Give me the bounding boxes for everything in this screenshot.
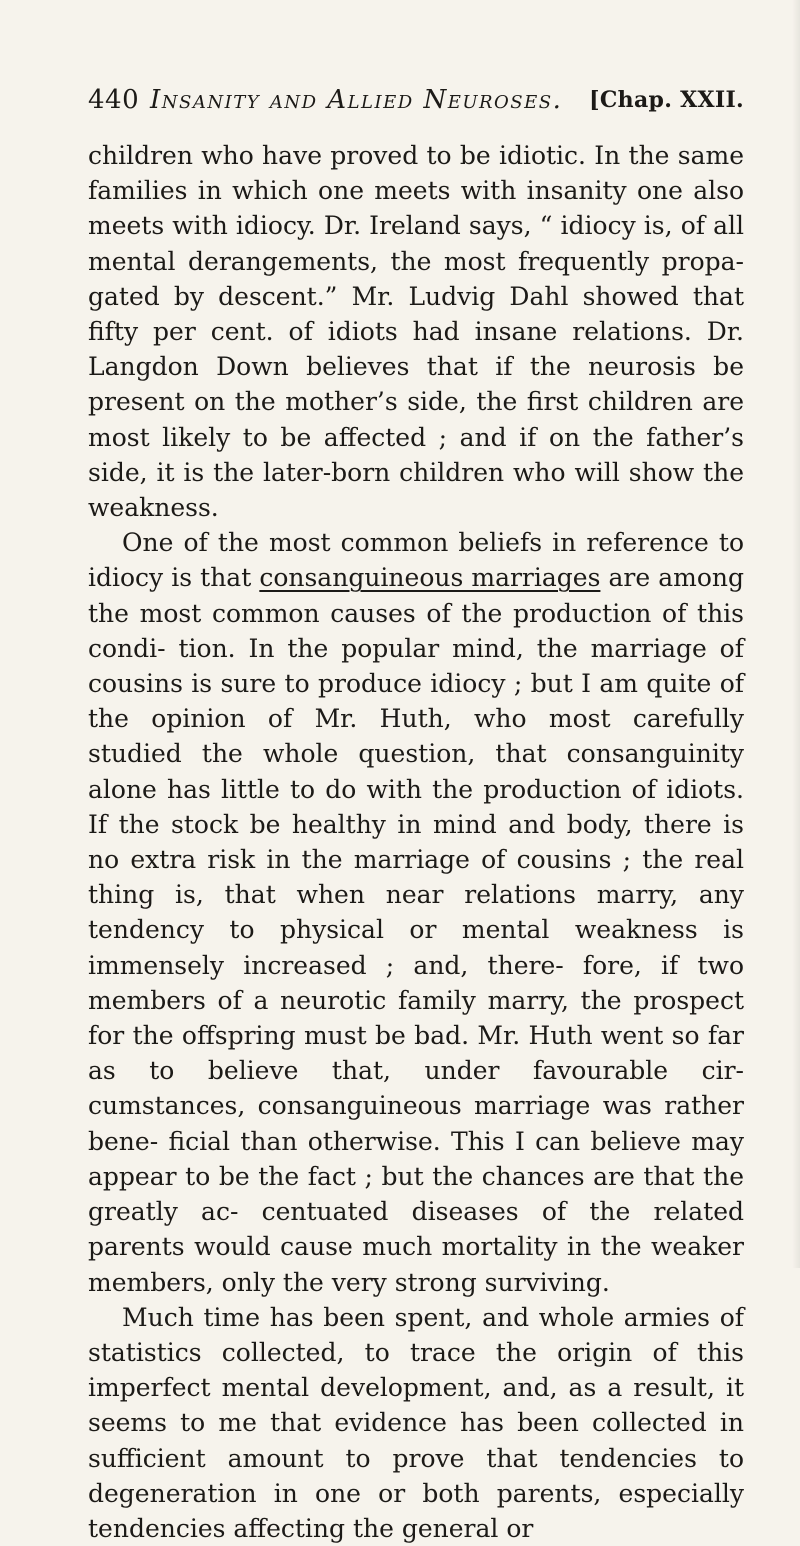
page-edge-shadow [792, 0, 800, 1268]
page-number: 440 [88, 85, 140, 115]
chapter-label: [Chap. XXII. [589, 87, 744, 113]
paragraph-1: children who have proved to be idiotic. In the same families in which one meets with insanity one also meets with idiocy. Dr. Ireland says, “ idiocy is, of all mental derangements, the most frequently propa- gated by descent.” Mr. Ludvig Dahl showed that fifty per cent. of idiots had insane relations. Dr. Langdon Down believes that if the neurosis be present on the mother’s side, the first children are most likely to be affected ; and if on the father’s side, it is the later-born children who will show the weakness. [88, 141, 744, 523]
running-title: Insanity and Allied Neuroses. [150, 85, 563, 115]
paragraph-2 [88, 525, 744, 1299]
paragraph-2-text-before: One of the most common beliefs in reference to idiocy is that [88, 528, 744, 593]
body-text [88, 138, 744, 1546]
paragraph-3: Much time has been spent, and whole armies of statistics collected, to trace the origin of this imperfect mental development, and, as a result, it seems to me that evidence has been collected in sufficient amount to prove that tendencies to degeneration in one or both parents, especially tendencies affecting the general or [88, 1302, 744, 1543]
page-header [88, 82, 744, 118]
paragraph-2-text-after: are among the most common causes of the production of this condi- tion. In the popular mind, the marriage of cousins is sure to produce idiocy ; but I am quite of the opinion of Mr. Huth, who most carefully studied the whole question, that consanguinity alone has little to do with the production of idiots. If the stock be healthy in mind and body, there is no extra risk in the marriage of cousins ; the real thing is, that when near relations marry, any tendency to physical or mental weakness is immensely increased ; and, there- fore, if two members of a neurotic family marry, the prospect for the offspring must be bad. Mr. Huth went so far as to believe that, under favourable cir- cumstances, consanguineous marriage was rather bene- ficial than otherwise. This I can believe may appear to be the fact ; but the chances are that the greatly ac- centuated diseases of the related parents would cause much mortality in the weaker members, only the very strong surviving. [88, 563, 744, 1297]
underlined-phrase: consanguineous marriages [259, 563, 601, 593]
